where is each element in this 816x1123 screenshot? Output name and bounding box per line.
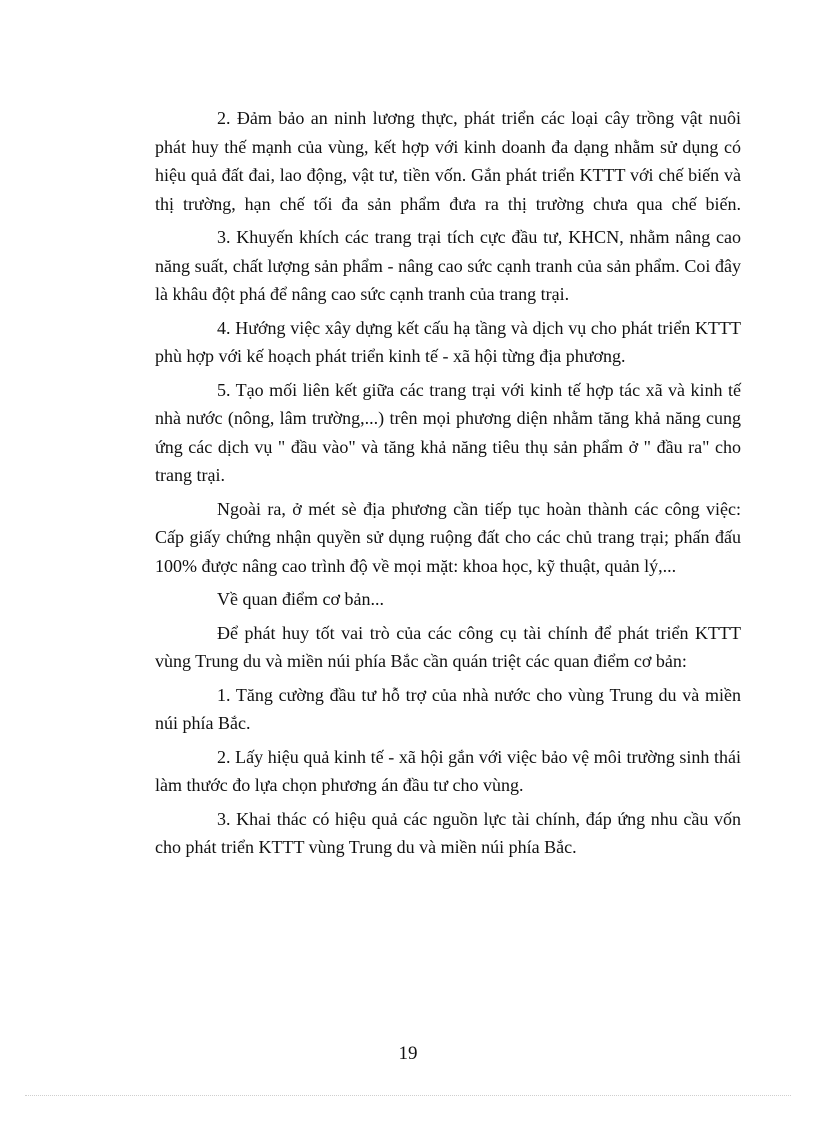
paragraph-4: 5. Tạo mối liên kết giữa các trang trại với kinh tế hợp tác xã và kinh tế nhà nước (nông, lâm trường,...) trên mọi phương diện nhằm tăng khả năng cung ứng các dịch vụ " đầu vào" và tăng khả năng tiêu thụ sản phẩm ở " đầu ra" cho trang trại. — [155, 379, 741, 485]
paragraph-5: Ngoài ra, ở mét sè địa phương cần tiếp tục hoàn thành các công việc: Cấp giấy chứng nhận quyền sử dụng ruộng đất cho các chủ trang trại; phấn đấu 100% được nâng cao trình độ về mọi mặt: khoa học, kỹ thuật, quản lý,... — [155, 498, 741, 576]
paragraph-6: Về quan điểm cơ bản... — [217, 589, 384, 609]
paragraph-7: Để phát huy tốt vai trò của các công cụ tài chính để phát triển KTTT vùng Trung du và miền núi phía Bắc cần quán triệt các quan điểm cơ bản: — [155, 622, 741, 671]
paragraph-3: 4. Hướng việc xây dựng kết cấu hạ tầng và dịch vụ cho phát triển KTTT phù hợp với kế hoạch phát triển kinh tế - xã hội từng địa phương. — [155, 317, 741, 366]
paragraph-9: 2. Lấy hiệu quả kinh tế - xã hội gắn với việc bảo vệ môi trường sinh thái làm thước đo lựa chọn phương án đầu tư cho vùng. — [155, 746, 741, 795]
paragraph-1: 2. Đảm bảo an ninh lương thực, phát triển các loại cây trồng vật nuôi phát huy thế mạnh của vùng, kết hợp với kinh doanh đa dạng nhằm sử dụng có hiệu quả đất đai, lao động, vật tư, tiền vốn. Gắn phát triển KTTT với chế biến và thị trường, hạn chế tối đa sản phẩm đưa ra thị trường chưa qua chế biến. — [155, 108, 741, 214]
document-body — [155, 104, 741, 867]
page-number: 19 — [398, 1043, 418, 1064]
paragraph-8: 1. Tăng cường đầu tư hỗ trợ của nhà nước cho vùng Trung du và miền núi phía Bắc. — [155, 684, 741, 733]
paragraph-2: 3. Khuyến khích các trang trại tích cực đầu tư, KHCN, nhằm nâng cao năng suất, chất lượng sản phẩm - nâng cao sức cạnh tranh của sản phẩm. Coi đây là khâu đột phá để nâng cao sức cạnh tranh của trang trại. — [155, 227, 741, 304]
page-bottom-divider — [25, 1095, 791, 1096]
paragraph-10: 3. Khai thác có hiệu quả các nguồn lực tài chính, đáp ứng nhu cầu vốn cho phát triển KTTT vùng Trung du và miền núi phía Bắc. — [155, 808, 741, 857]
